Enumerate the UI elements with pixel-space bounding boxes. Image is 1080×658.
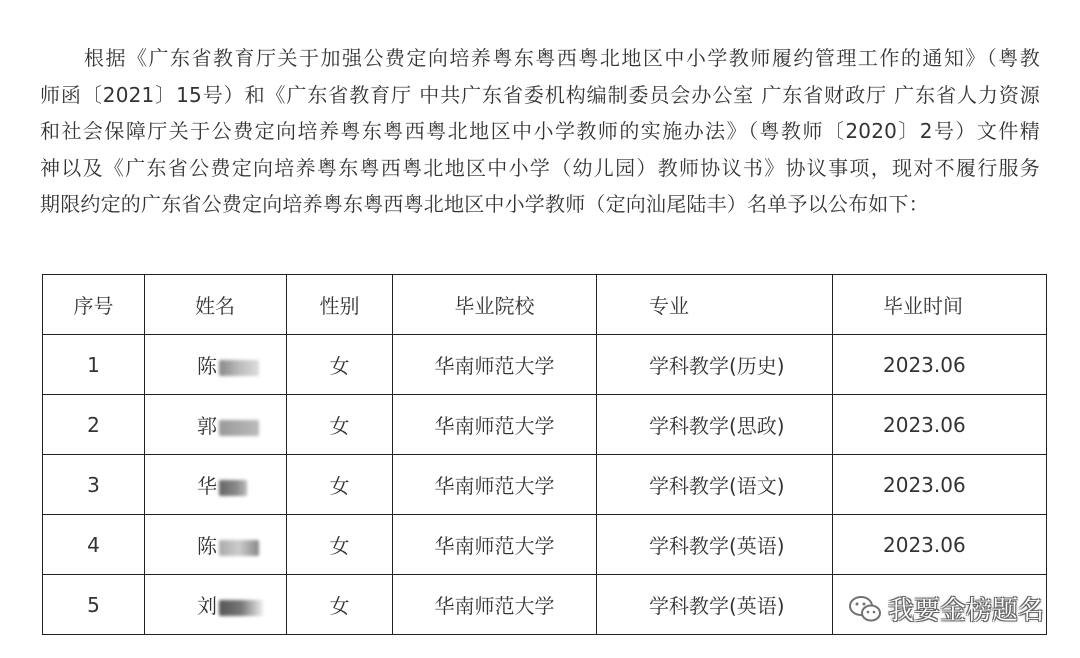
redaction-blur: [219, 600, 263, 616]
paragraph-line: 神以及《广东省公费定向培养粤东粤西粤北地区中小学（幼儿园）教师协议书》协议事项，现对不履行服务: [40, 155, 1040, 180]
row-name: [145, 455, 287, 515]
teacher-roster-table: [42, 274, 1047, 635]
row-school: 华南师范大学: [393, 575, 597, 635]
wechat-icon: [848, 595, 882, 623]
row-gender: 女: [287, 575, 393, 635]
header-school: 毕业院校: [393, 275, 597, 335]
name-text: 华: [197, 474, 217, 498]
row-number: 2: [43, 395, 145, 455]
row-number: 5: [43, 575, 145, 635]
row-major: 学科教学(思政): [597, 395, 833, 455]
paragraph-line: 期限约定的广东省公费定向培养粤东粤西粤北地区中小学教师（定向汕尾陆丰）名单予以公布如下：: [40, 192, 929, 216]
row-name: [145, 395, 287, 455]
header-gender: 性别: [287, 275, 393, 335]
row-date: 2023.06: [833, 455, 1047, 515]
row-name: [145, 515, 287, 575]
table-row: [43, 395, 1047, 455]
table-row: [43, 515, 1047, 575]
row-gender: 女: [287, 515, 393, 575]
name-text: 陈: [197, 534, 217, 558]
row-major: 学科教学(历史): [597, 335, 833, 395]
name-text: 刘: [197, 594, 217, 618]
redaction-blur: [219, 360, 259, 376]
name-text: 郭: [197, 414, 217, 438]
row-name: [145, 575, 287, 635]
name-text: 陈: [197, 354, 217, 378]
row-school: 华南师范大学: [393, 515, 597, 575]
redaction-blur: [219, 540, 259, 556]
paragraph-line: 师函〔2021〕15号）和《广东省教育厅 中共广东省委机构编制委员会办公室 广东省财政厅 广东省人力资源: [40, 82, 1040, 107]
redaction-blur: [219, 480, 247, 496]
row-major: 学科教学(英语): [597, 575, 833, 635]
watermark: [848, 590, 1044, 627]
notice-paragraph: [40, 40, 1040, 223]
row-number: 3: [43, 455, 145, 515]
row-date: 2023.06: [833, 335, 1047, 395]
row-school: 华南师范大学: [393, 395, 597, 455]
table-row: [43, 455, 1047, 515]
row-name: [145, 335, 287, 395]
row-gender: 女: [287, 335, 393, 395]
row-school: 华南师范大学: [393, 455, 597, 515]
row-date: 2023.06: [833, 515, 1047, 575]
row-school: 华南师范大学: [393, 335, 597, 395]
header-graduation-date: 毕业时间: [833, 275, 1047, 335]
row-number: 1: [43, 335, 145, 395]
row-gender: 女: [287, 455, 393, 515]
row-major: 学科教学(英语): [597, 515, 833, 575]
header-name: 姓名: [145, 275, 287, 335]
row-number: 4: [43, 515, 145, 575]
table-header-row: [43, 275, 1047, 335]
row-major: 学科教学(语文): [597, 455, 833, 515]
table-row: [43, 335, 1047, 395]
header-major: 专业: [597, 275, 833, 335]
watermark-text: 我要金榜题名: [887, 596, 1044, 626]
paragraph-line: 根据《广东省教育厅关于加强公费定向培养粤东粤西粤北地区中小学教师履约管理工作的通知》（粤教: [84, 46, 1040, 70]
row-date: 2023.06: [833, 395, 1047, 455]
row-gender: 女: [287, 395, 393, 455]
header-number: 序号: [43, 275, 145, 335]
redaction-blur: [219, 420, 259, 436]
paragraph-line: 和社会保障厅关于公费定向培养粤东粤西粤北地区中小学教师的实施办法》（粤教师〔2020〕2号）文件精: [40, 119, 1040, 143]
